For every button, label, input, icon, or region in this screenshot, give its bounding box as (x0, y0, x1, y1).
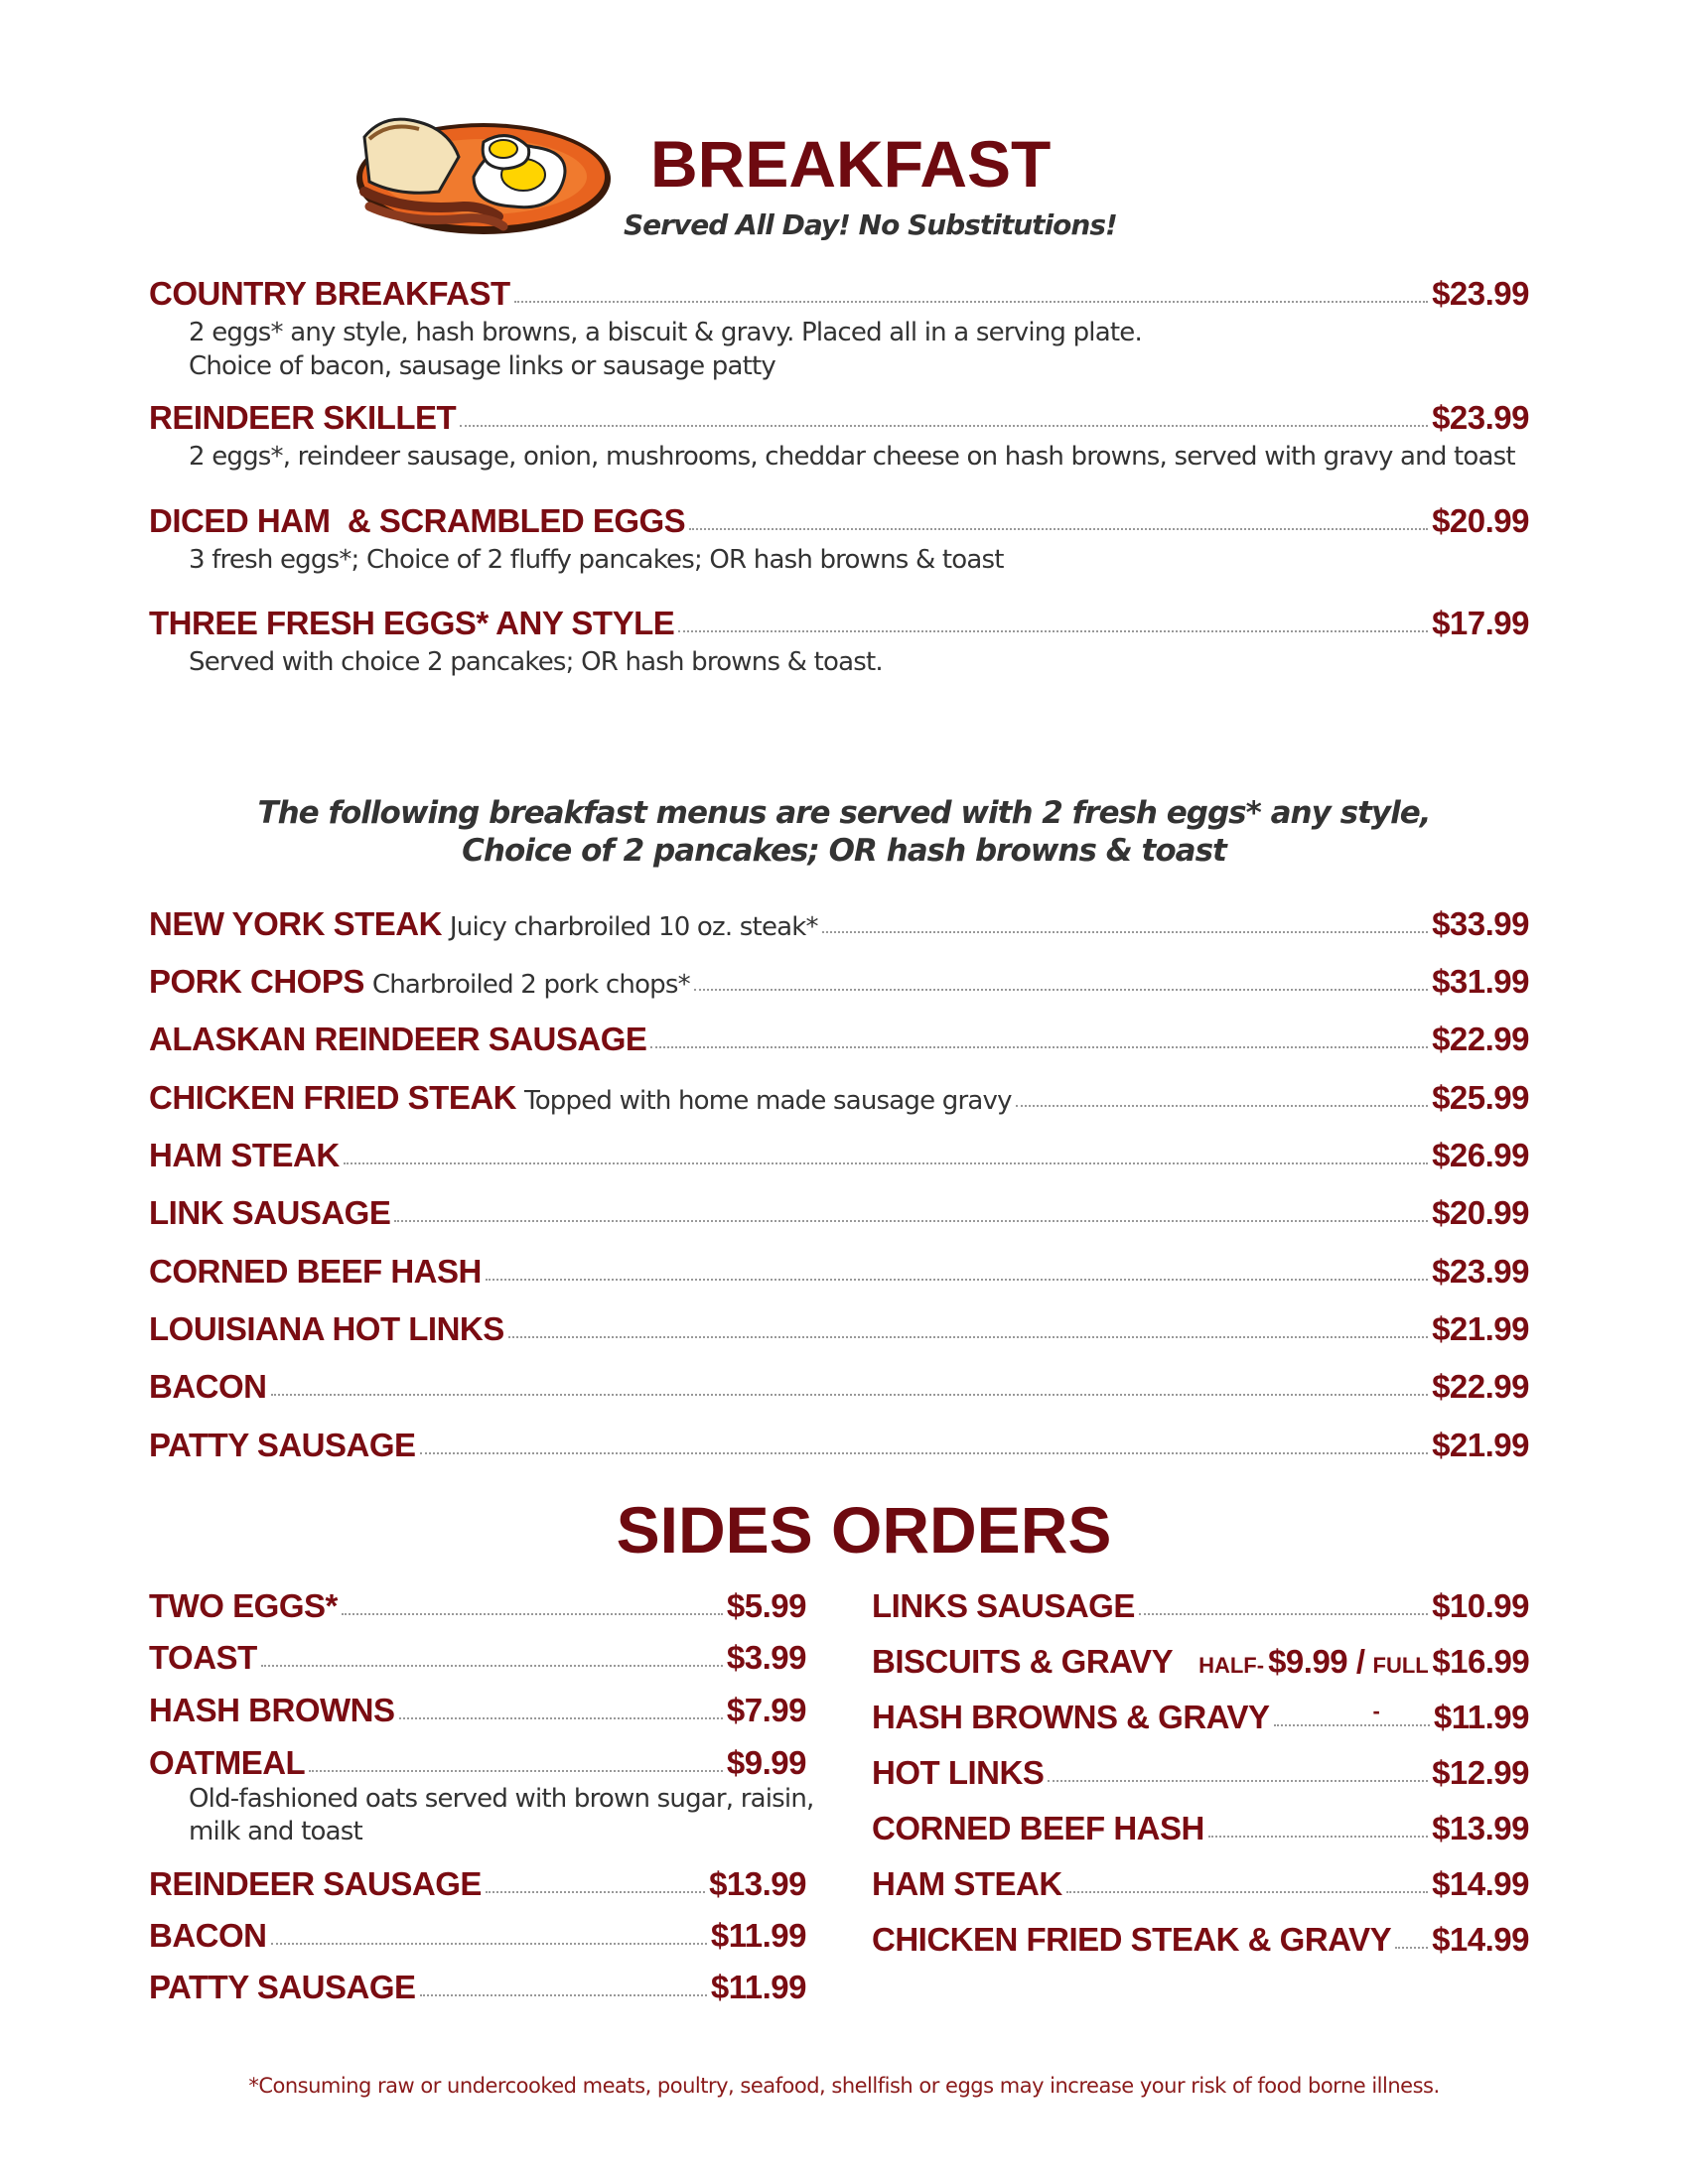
menu-item (149, 1306, 1529, 1352)
leader-dots (394, 1219, 1428, 1222)
item-name: BACON (149, 1368, 267, 1405)
leader-dots (694, 988, 1428, 991)
side-item (872, 1861, 1529, 1907)
side-item (872, 1583, 1529, 1629)
item-price: $22.99 (1432, 1021, 1529, 1057)
menu-item (149, 901, 1529, 947)
item-name: CHICKEN FRIED STEAK (149, 1079, 517, 1116)
item-price: $13.99 (1432, 1810, 1529, 1846)
side-item (149, 1688, 806, 1733)
item-name: REINDEER SKILLET (149, 399, 457, 436)
item-name: CORNED BEEF HASH (872, 1810, 1204, 1846)
side-item (149, 1583, 806, 1629)
leader-dots (399, 1716, 723, 1719)
food-safety-footnote: *Consuming raw or undercooked meats, poultry, seafood, shellfish or eggs may increase your risk of food borne illness. (248, 2074, 1440, 2098)
side-item (149, 1913, 806, 1959)
item-description: Juicy charbroiled 10 oz. steak* (449, 912, 818, 942)
item-name: COUNTRY BREAKFAST (149, 275, 510, 312)
item-price: $5.99 (726, 1587, 806, 1624)
item-name: CHICKEN FRIED STEAK & GRAVY (872, 1921, 1392, 1958)
side-item (149, 1965, 806, 2010)
item-price: $17.99 (1432, 605, 1529, 641)
item-name: LINK SAUSAGE (149, 1194, 391, 1231)
leader-dots (309, 1769, 723, 1772)
item-price: $31.99 (1432, 963, 1529, 1000)
leader-dots (1139, 1612, 1428, 1615)
item-price: $7.99 (726, 1692, 806, 1728)
leader-dots (261, 1664, 723, 1667)
side-item (872, 1750, 1529, 1796)
item-name: BACON (149, 1917, 267, 1954)
item-name: HASH BROWNS (149, 1692, 395, 1728)
item-price: $20.99 (1432, 502, 1529, 539)
leader-dots (342, 1612, 723, 1615)
item-name: CORNED BEEF HASH (149, 1253, 482, 1290)
half-label: HALF- (1198, 1653, 1265, 1678)
item-name: NEW YORK STEAK (149, 905, 442, 942)
served-with-note: The following breakfast menus are served with 2 fresh eggs* any style, (257, 795, 1431, 831)
item-price: $16.99 (1432, 1643, 1530, 1680)
leader-dots (1016, 1104, 1428, 1107)
item-description: 2 eggs* any style, hash browns, a biscuit & gravy. Placed all in a serving plate. (189, 318, 1142, 347)
item-description: milk and toast (189, 1817, 362, 1846)
leader-dots (689, 527, 1428, 530)
item-price: $23.99 (1432, 1253, 1529, 1290)
leader-dots (344, 1161, 1428, 1164)
leader-dots (1066, 1890, 1428, 1893)
item-name: PORK CHOPS (149, 963, 364, 1000)
menu-item (149, 395, 1529, 441)
leader-dots (678, 629, 1428, 632)
leader-dots (420, 1993, 707, 1996)
leader-dots (420, 1451, 1429, 1454)
item-description: Served with choice 2 pancakes; OR hash browns & toast. (189, 647, 883, 677)
leader-dots (486, 1890, 705, 1893)
side-item (149, 1740, 806, 1786)
item-price: $20.99 (1432, 1194, 1529, 1231)
menu-item (149, 959, 1529, 1005)
item-name: REINDEER SAUSAGE (149, 1865, 482, 1902)
page-subtitle: Served All Day! No Substitutions! (624, 208, 1117, 241)
item-description: 3 fresh eggs*; Choice of 2 fluffy pancakes; OR hash browns & toast (189, 545, 1004, 575)
item-price: $21.99 (1432, 1310, 1529, 1347)
item-name: DICED HAM & SCRAMBLED EGGS (149, 502, 686, 539)
leader-dots (1208, 1835, 1428, 1838)
item-name: OATMEAL (149, 1744, 306, 1781)
item-price: $12.99 (1432, 1754, 1529, 1791)
menu-item (149, 1190, 1529, 1236)
menu-item (149, 601, 1529, 646)
leader-dots (1395, 1946, 1428, 1949)
item-price: $11.99 (710, 1917, 806, 1954)
half-price: $9.99 / (1268, 1643, 1365, 1680)
leader-dots (514, 300, 1428, 303)
item-name: THREE FRESH EGGS* ANY STYLE (149, 605, 675, 641)
item-price: $23.99 (1432, 399, 1529, 436)
side-item (872, 1806, 1529, 1851)
leader-dots (508, 1335, 1428, 1338)
side-item (149, 1635, 806, 1681)
item-description: Charbroiled 2 pork chops* (371, 970, 690, 1000)
item-name: PATTY SAUSAGE (149, 1427, 416, 1463)
menu-item (149, 498, 1529, 544)
item-price: $33.99 (1432, 905, 1529, 942)
item-name: ALASKAN REINDEER SAUSAGE (149, 1021, 647, 1057)
menu-item (149, 1364, 1529, 1410)
item-name: TOAST (149, 1639, 257, 1676)
leader-dots (271, 1942, 707, 1945)
item-name: PATTY SAUSAGE (149, 1969, 416, 2005)
item-name: HAM STEAK (149, 1137, 340, 1173)
item-description: Old-fashioned oats served with brown sugar, raisin, (189, 1784, 814, 1814)
item-description: 2 eggs*, reindeer sausage, onion, mushrooms, cheddar cheese on hash browns, served with gravy and toast (189, 442, 1515, 472)
menu-item (149, 1249, 1529, 1295)
item-price: $26.99 (1432, 1137, 1529, 1173)
sides-title: SIDES ORDERS (616, 1493, 1112, 1567)
served-with-note: Choice of 2 pancakes; OR hash browns & toast (462, 833, 1226, 869)
page-title: BREAKFAST (650, 127, 1052, 201)
leader-dots (650, 1045, 1428, 1048)
full-label: FULL - (1372, 1653, 1429, 1723)
menu-item (149, 1075, 1529, 1121)
item-name: BISCUITS & GRAVY (872, 1643, 1174, 1680)
item-price: $22.99 (1432, 1368, 1529, 1405)
leader-dots (1048, 1779, 1428, 1782)
menu-item (149, 1017, 1529, 1062)
item-price: $21.99 (1432, 1427, 1529, 1463)
side-item (149, 1861, 806, 1907)
side-item (872, 1917, 1529, 1963)
menu-item (149, 1133, 1529, 1178)
item-price: $23.99 (1432, 275, 1529, 312)
menu-item (149, 271, 1529, 317)
item-price: $3.99 (726, 1639, 806, 1676)
item-price: $11.99 (710, 1969, 806, 2005)
item-name: HAM STEAK (872, 1865, 1062, 1902)
item-name: LINKS SAUSAGE (872, 1587, 1135, 1624)
menu-item (149, 1423, 1529, 1468)
item-name: LOUISIANA HOT LINKS (149, 1310, 504, 1347)
item-description: Topped with home made sausage gravy (524, 1086, 1012, 1116)
item-price: $25.99 (1432, 1079, 1529, 1116)
item-price: $14.99 (1432, 1865, 1529, 1902)
side-item (872, 1695, 1529, 1740)
breakfast-plate-icon (325, 97, 613, 246)
leader-dots (1274, 1723, 1430, 1726)
item-price: $10.99 (1432, 1587, 1529, 1624)
leader-dots (460, 424, 1428, 427)
item-name: HASH BROWNS & GRAVY (872, 1699, 1270, 1735)
item-price: $13.99 (709, 1865, 806, 1902)
item-price: $9.99 (726, 1744, 806, 1781)
leader-dots (822, 930, 1428, 933)
leader-dots (271, 1393, 1429, 1396)
item-name: HOT LINKS (872, 1754, 1045, 1791)
item-price: $11.99 (1433, 1699, 1529, 1735)
item-price: $14.99 (1432, 1921, 1529, 1958)
item-name: TWO EGGS* (149, 1587, 338, 1624)
item-description: Choice of bacon, sausage links or sausage patty (189, 351, 775, 381)
leader-dots (486, 1278, 1428, 1281)
